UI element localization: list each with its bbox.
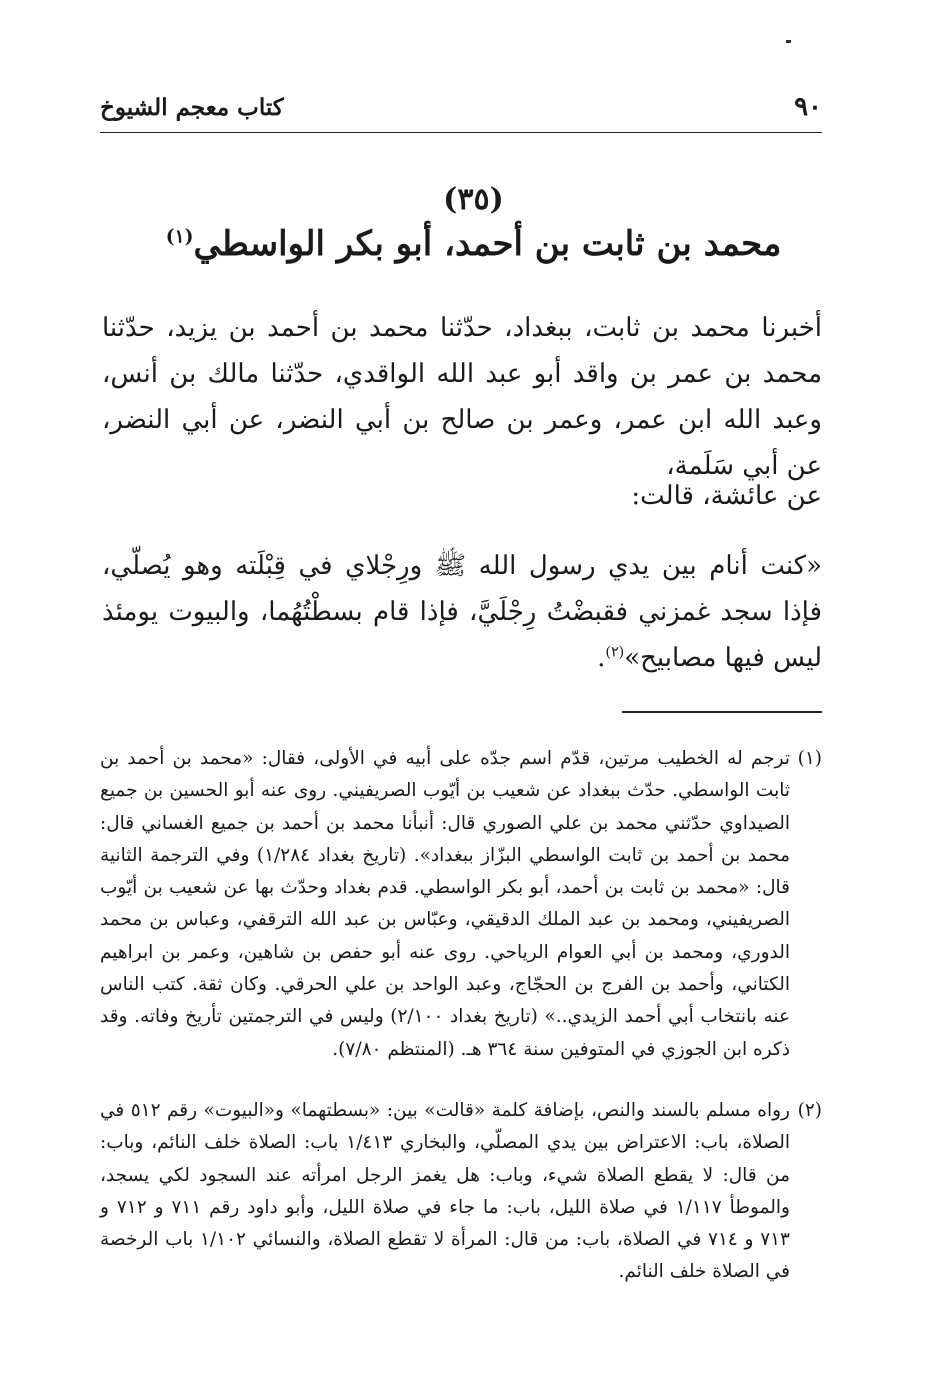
footnote-ref-2: (٢) (605, 644, 625, 661)
footnote-2-marker: (٢) (797, 1100, 822, 1121)
entry-title (0, 224, 947, 264)
entry-title-text: محمد بن ثابت بن أحمد، أبو بكر الواسطي (193, 224, 782, 264)
narrator-line: عن عائشة، قالت: (631, 481, 822, 511)
hadith-text-body: «كنت أنام بين يدي رسول الله ﷺ ورِجْلاي في قِبْلَته وهو يُصلّي، فإذا سجد غمزني فقبضْتُ رِجْلَيَّ، فإذا قام بسطْتُهُما، والبيوت يومئذ ليس فيها مصابيح» (102, 551, 822, 673)
footnote-1-marker: (١) (797, 748, 822, 769)
footnote-1 (100, 743, 822, 1066)
entry-number: (٣٥) (443, 182, 504, 217)
footnote-divider (622, 711, 822, 713)
page-number: ٩٠ (794, 92, 822, 122)
book-title: كتاب معجم الشيوخ (100, 94, 284, 121)
footnote-2-text: رواه مسلم بالسند والنص، بإضافة كلمة «قالت» بين: «بسطتهما» و«البيوت» رقم ٥١٢ في الصلاة، باب: الاعتراض بين يدي المصلّي، والبخاري ١/٤١٣ باب: الصلاة خلف النائم، وباب: من قال: لا يقطع الصلاة شيء، وباب: هل يغمز الرجل امرأته عند السجود لكي يسجد، والموطأ ١/١١٧ في صلاة الليل، باب: ما جاء في صلاة الليل، وأبو داود رقم ٧١١ و ٧١٢ و ٧١٣ و ٧١٤ في الصلاة، باب: من قال: المرأة لا تقطع الصلاة، والنسائي ١/١٠٢ باب الرخصة في الصلاة خلف النائم. (100, 1100, 790, 1283)
footnote-ref-1: (١) (165, 225, 194, 248)
footnote-2 (100, 1095, 822, 1289)
hadith-text-end: . (597, 643, 606, 673)
isnad-paragraph: أخبرنا محمد بن ثابت، ببغداد، حدّثنا محمد بن أحمد بن يزيد، حدّثنا محمد بن عمر بن واقد أبو عبد الله الواقدي، حدّثنا مالك بن أنس، وعبد الله ابن عمر، وعمر بن صالح بن أبي النضر، عن أبي النضر، عن أبي سَلَمة، (102, 313, 822, 481)
print-mark (786, 40, 791, 43)
footnote-1-text: ترجم له الخطيب مرتين، قدّم اسم جدّه على أبيه في الأولى، فقال: «محمد بن أحمد بن ثابت الواسطي. حدّث ببغداد عن شعيب بن أيّوب الصريفيني. روى عنه أبو الحسين بن جميع الصيداوي حدّثني محمد بن علي الصوري قال: أنبأنا محمد بن أحمد بن جميع الغساني قال: محمد بن أحمد بن ثابت الواسطي البزّاز ببغداد». (تاريخ بغداد ١/٢٨٤) وفي الترجمة الثانية قال: «محمد بن ثابت بن أحمد، أبو بكر الواسطي. قدم بغداد وحدّث بها عن شعيب بن أيّوب الصريفيني، ومحمد بن عبد الملك الدقيقي، وعبّاس بن عبد الله الترقفي، وعباس بن محمد الدوري، ومحمد بن أبي العوام الرياحي. روى عنه أبو حفص بن شاهين، وعمر بن ابراهيم الكتاني، وأحمد بن الفرج بن الحجّاج، وعبد الواحد بن علي الحرقي. وكان ثقة. كتب الناس عنه بانتخاب أبي أحمد الزيدي..» (تاريخ بغداد ٢/١٠٠) وليس في الترجمتين تأريخ وفاته. وقد ذكره ابن الجوزي في المتوفين سنة ٣٦٤ هـ. (المنتظم ٧/٨٠). (100, 748, 790, 1060)
hadith-text (102, 543, 822, 681)
running-header (100, 92, 822, 133)
